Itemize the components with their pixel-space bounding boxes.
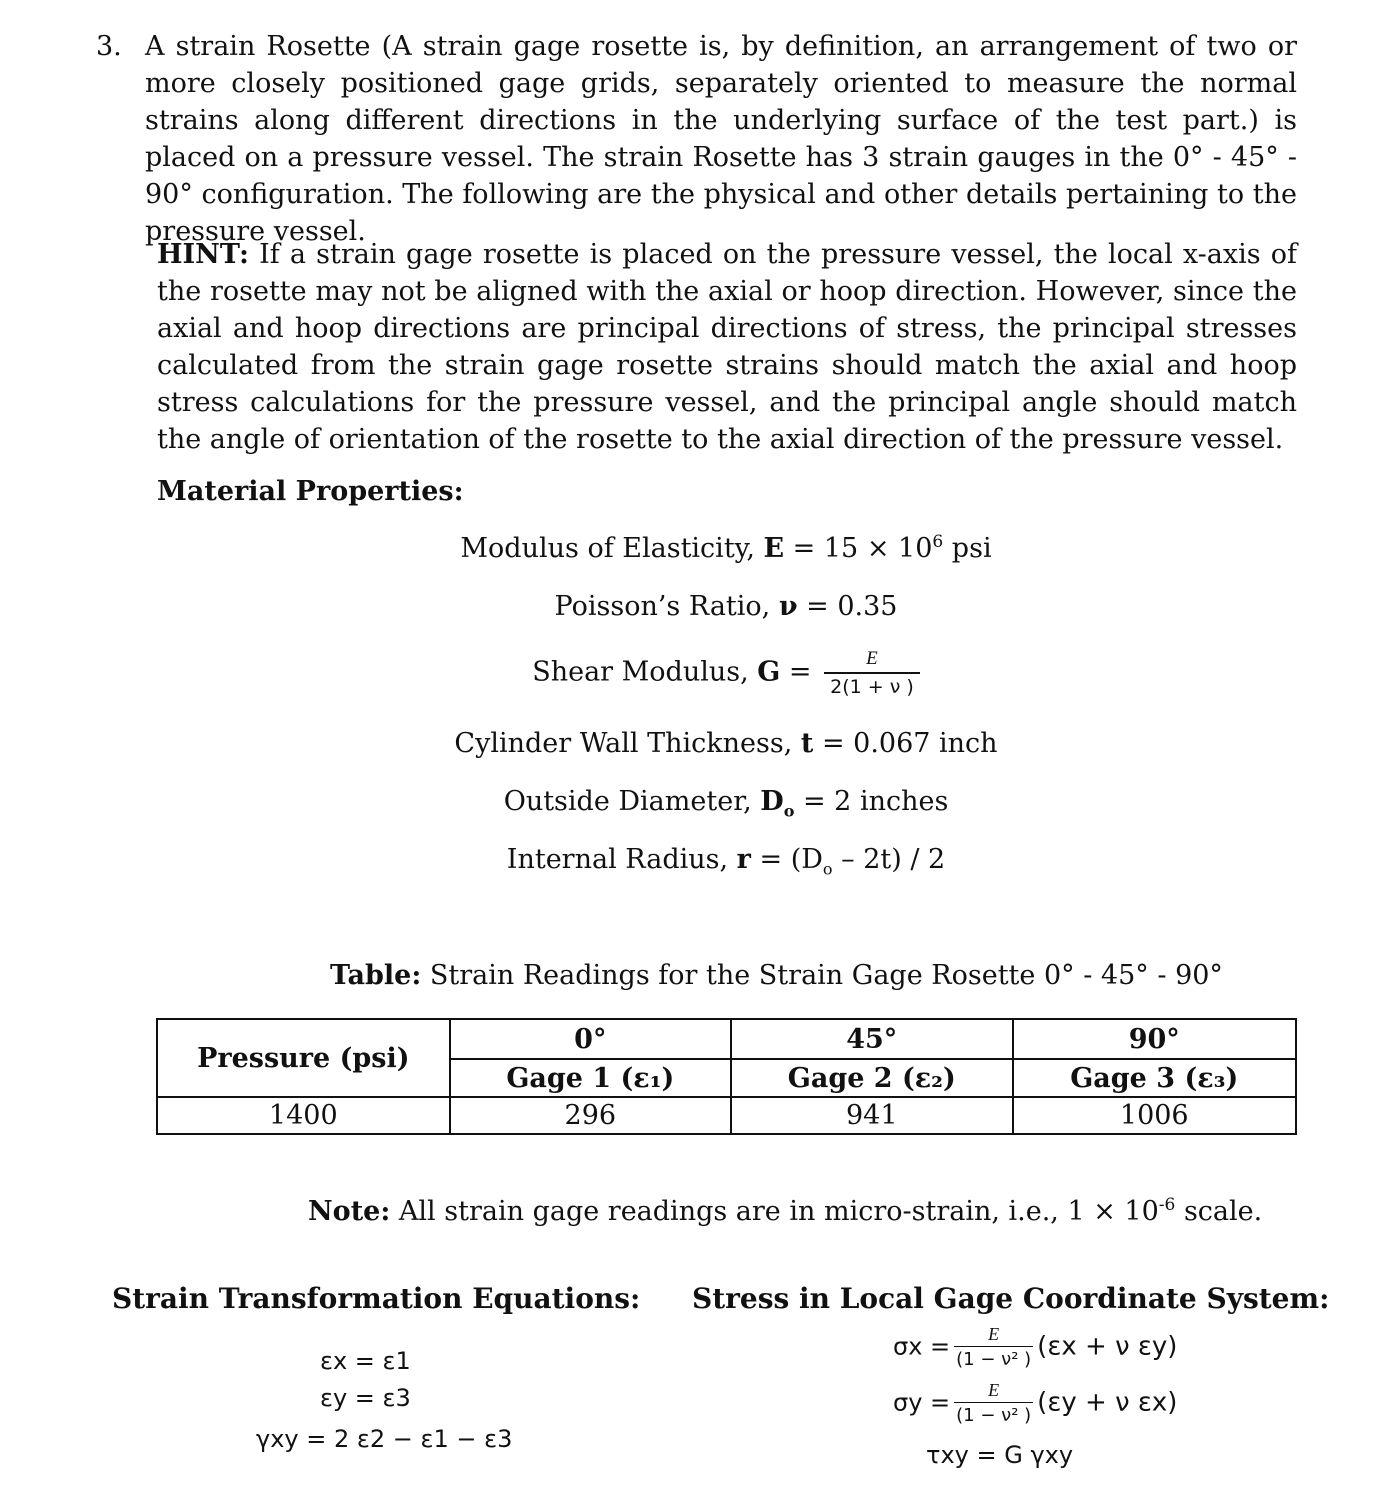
sigma-y-denominator: (1 − ν² )	[954, 1402, 1033, 1429]
sigma-y-lhs: σy =	[893, 1388, 951, 1417]
shear-numerator: E	[866, 648, 878, 669]
modulus-label: Modulus of Elasticity,	[460, 533, 764, 564]
hint-paragraph	[157, 236, 1297, 458]
sigma-x-denominator: (1 − ν² )	[954, 1346, 1033, 1373]
gage-header: Gage 1 (ε₁)	[450, 1059, 731, 1097]
poisson-symbol: ν	[778, 591, 798, 622]
table-caption-label: Table:	[330, 960, 422, 991]
note-tail: scale.	[1175, 1196, 1263, 1227]
angle-header: 45°	[731, 1019, 1012, 1059]
gage-header: Gage 2 (ε₂)	[731, 1059, 1012, 1097]
poisson-line	[0, 591, 1399, 622]
shear-symbol: G	[757, 656, 781, 688]
radius-subscript: o	[822, 859, 833, 879]
sigma-y-rhs: (εy + ν εx)	[1037, 1387, 1178, 1418]
eq-gamma-xy: γxy = 2 ε2 − ε1 − ε3	[256, 1425, 513, 1453]
radius-label: Internal Radius,	[506, 844, 737, 875]
material-heading: Material Properties:	[157, 476, 464, 507]
question-number: 3.	[96, 31, 122, 62]
pressure-cell: 1400	[157, 1097, 450, 1134]
angle-header: 90°	[1013, 1019, 1296, 1059]
modulus-value: = 15 × 10	[784, 533, 933, 564]
sigma-x-lhs: σx =	[893, 1332, 951, 1361]
radius-value: = (D	[750, 844, 823, 875]
sigma-y-fraction	[954, 1378, 1033, 1429]
table-caption	[330, 960, 1223, 991]
shear-denominator: 2(1 + ν )	[824, 672, 920, 700]
diameter-subscript: o	[783, 801, 795, 821]
shear-line	[0, 646, 1399, 700]
poisson-label: Poisson’s Ratio,	[554, 591, 779, 622]
eq-sigma-x	[893, 1322, 1177, 1373]
note-line	[308, 1196, 1262, 1227]
note-text: All strain gage readings are in micro-strain, i.e., 1 × 10	[390, 1196, 1159, 1227]
note-label: Note:	[308, 1196, 391, 1227]
shear-label: Shear Modulus,	[532, 656, 758, 688]
sigma-x-fraction	[954, 1322, 1033, 1373]
eq-epsilon-y: εy = ε3	[320, 1384, 411, 1412]
strain-eq-heading: Strain Transformation Equations:	[112, 1282, 641, 1315]
eq-sigma-y	[893, 1378, 1177, 1429]
diameter-symbol: D	[760, 786, 784, 817]
shear-equals: =	[780, 656, 821, 688]
note-exponent: -6	[1158, 1195, 1176, 1215]
sigma-y-numerator: E	[988, 1380, 1000, 1400]
modulus-symbol: E	[763, 533, 785, 564]
sigma-x-numerator: E	[988, 1324, 1000, 1344]
shear-fraction	[824, 646, 920, 700]
poisson-value: = 0.35	[797, 591, 898, 622]
thickness-value: = 0.067 inch	[813, 728, 998, 759]
question-text: A strain Rosette (A strain gage rosette is, by definition, an arrangement of two or more closely positioned gage grids, separately oriented to measure the normal strains along different directions in the underlying surface of the test part.) is placed on a pressure vessel. The strain Rosette has 3 strain gauges in the 0° - 45° - 90° configuration. The following are the physical and other details pertaining to the pressure vessel.	[145, 31, 1297, 247]
stress-eq-heading: Stress in Local Gage Coordinate System:	[692, 1282, 1330, 1315]
angle-header: 0°	[450, 1019, 731, 1059]
eq-epsilon-x: εx = ε1	[320, 1347, 411, 1375]
thickness-line	[0, 728, 1399, 759]
diameter-value: = 2 inches	[794, 786, 949, 817]
strain-cell: 296	[450, 1097, 731, 1134]
radius-line	[0, 844, 1399, 879]
gage-header: Gage 3 (ε₃)	[1013, 1059, 1296, 1097]
strain-cell: 1006	[1013, 1097, 1296, 1134]
strain-table	[156, 1018, 1297, 1135]
eq-tau-xy: τxy = G γxy	[926, 1441, 1074, 1469]
modulus-line	[0, 533, 1399, 564]
diameter-label: Outside Diameter,	[503, 786, 761, 817]
table-caption-text: Strain Readings for the Strain Gage Rosette 0° - 45° - 90°	[421, 960, 1223, 991]
radius-symbol: r	[736, 844, 751, 875]
table-row	[157, 1097, 1296, 1134]
modulus-unit: psi	[943, 533, 992, 564]
hint-label: HINT:	[157, 239, 249, 270]
diameter-line	[0, 786, 1399, 821]
radius-value-tail: – 2t) / 2	[832, 844, 946, 875]
hint-text: If a strain gage rosette is placed on the pressure vessel, the local x-axis of the rosette may not be aligned with the axial or hoop direction. However, since the axial and hoop directions are principal directions of stress, the principal stresses calculated from the strain gage rosette strains should match the axial and hoop stress calculations for the pressure vessel, and the principal angle should match the angle of orientation of the rosette to the axial direction of the pressure vessel.	[157, 239, 1297, 455]
sigma-x-rhs: (εx + ν εy)	[1037, 1331, 1178, 1362]
thickness-label: Cylinder Wall Thickness,	[454, 728, 801, 759]
modulus-exponent: 6	[932, 532, 944, 552]
thickness-symbol: t	[800, 728, 814, 759]
pressure-header: Pressure (psi)	[157, 1019, 450, 1097]
strain-cell: 941	[731, 1097, 1012, 1134]
